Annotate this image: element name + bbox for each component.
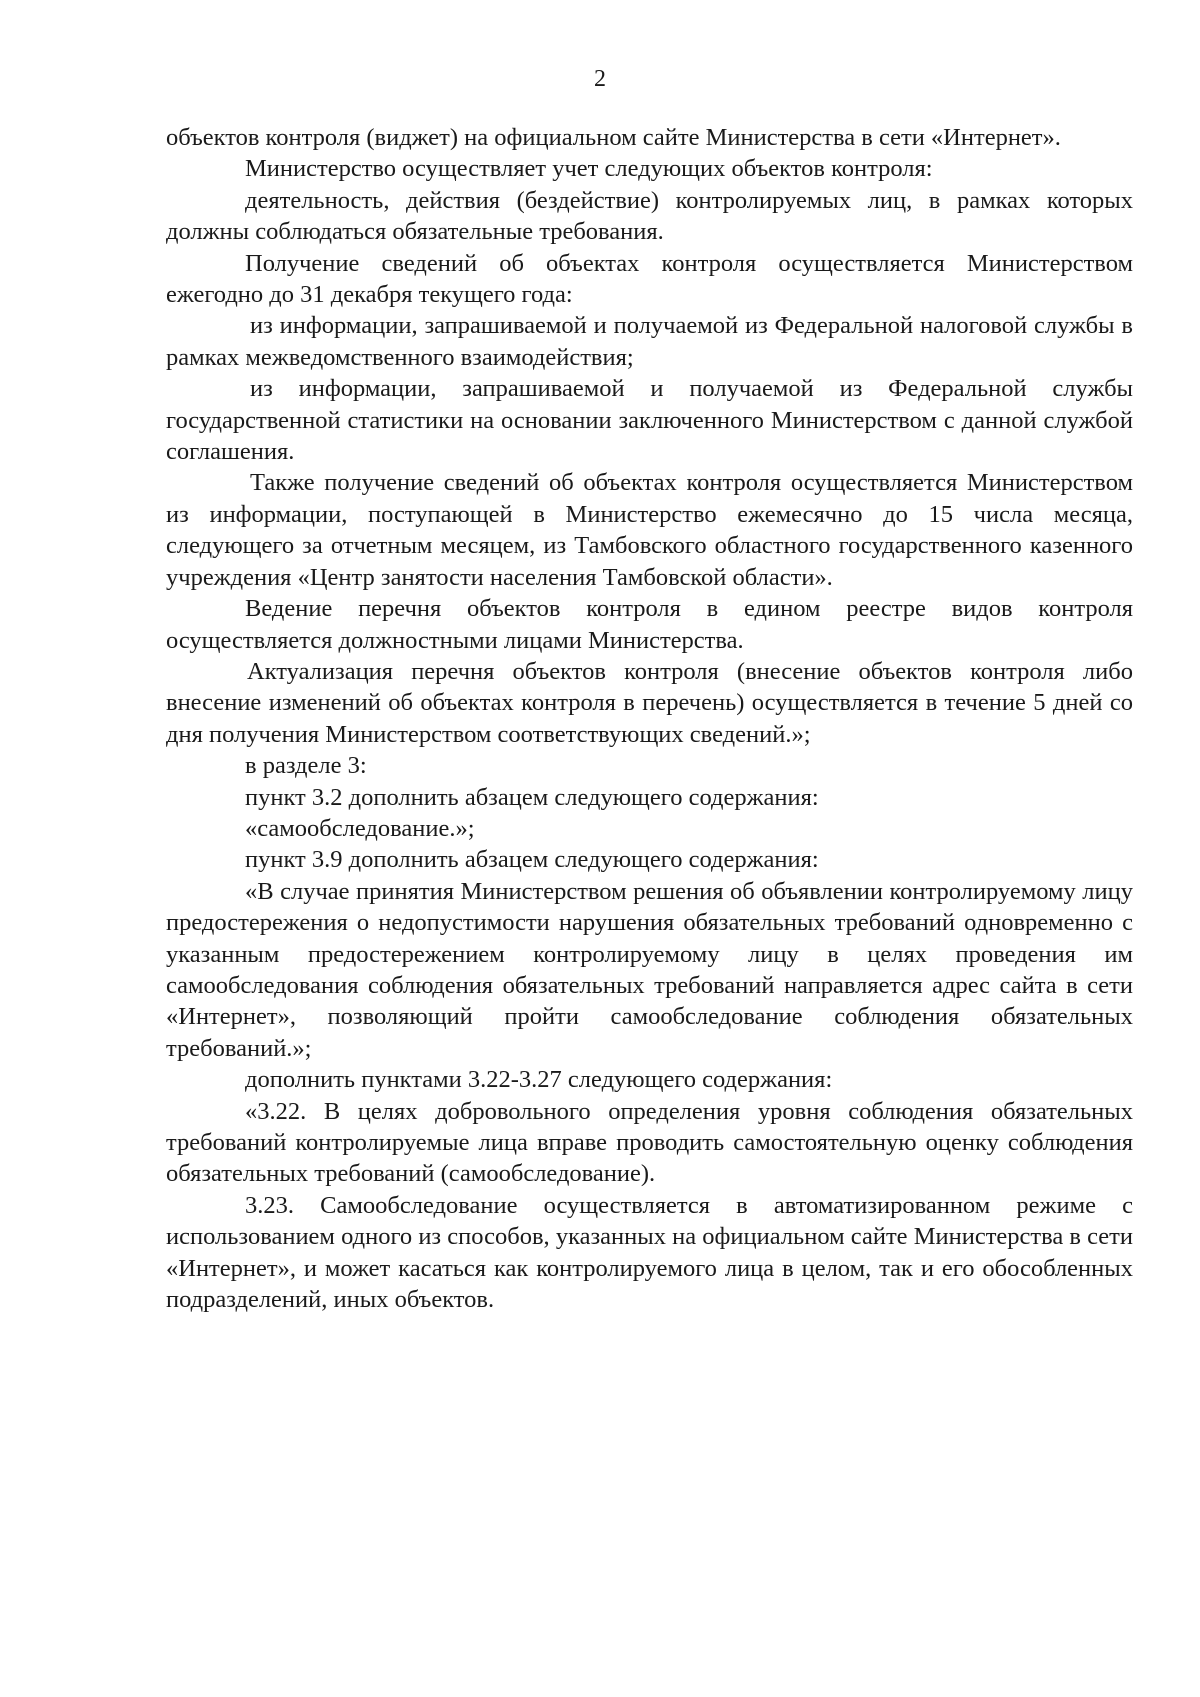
paragraph: пункт 3.9 дополнить абзацем следующего содержания:	[245, 846, 819, 874]
paragraph: «3.22. В целях добровольного определения уровня соблюдения обязательных требований контролируемые лица вправе проводить самостоятельную оценку соблюдения обязательных требований (самообследование).	[166, 1097, 1133, 1188]
paragraph: Также получение сведений об объектах контроля осуществляется Министерством из информации, поступающей в Министерство ежемесячно до 15 числа месяца, следующего за отчетным месяцем, из Тамбовского областного государственного казенного учреждения «Центр занятости населения Тамбовской области».	[166, 469, 1133, 591]
paragraph: 3.23. Самообследование осуществляется в автоматизированном режиме с использованием одного из способов, указанных на официальном сайте Министерства в сети «Интернет», и может касаться как контролируемого лица в целом, так и его обособленных подразделений, иных объектов.	[166, 1191, 1133, 1314]
page-number: 2	[594, 66, 606, 92]
paragraph: Актуализация перечня объектов контроля (внесение объектов контроля либо внесение изменений об объектах контроля в перечень) осуществляется в течение 5 дней со дня получения Министерством соответствующих сведений.»;	[166, 657, 1133, 748]
paragraph: Министерство осуществляет учет следующих объектов контроля:	[245, 155, 933, 183]
paragraph: «самообследование.»;	[245, 814, 475, 842]
paragraph: дополнить пунктами 3.22-3.27 следующего содержания:	[245, 1066, 833, 1094]
paragraph: из информации, запрашиваемой и получаемой из Федеральной налоговой службы в рамках межведомственного взаимодействия;	[166, 312, 1133, 371]
paragraph: пункт 3.2 дополнить абзацем следующего содержания:	[245, 783, 819, 811]
paragraph: в разделе 3:	[245, 752, 367, 780]
paragraph: из информации, запрашиваемой и получаемой из Федеральной службы государственной статистики на основании заключенного Министерством с данной службой соглашения.	[166, 375, 1133, 466]
paragraph: объектов контроля (виджет) на официальном сайте Министерства в сети «Интернет».	[166, 124, 1061, 151]
paragraph: деятельность, действия (бездействие) контролируемых лиц, в рамках которых должны соблюдаться обязательные требования.	[166, 186, 1133, 246]
document-body	[166, 122, 1133, 1315]
paragraph: Получение сведений об объектах контроля осуществляется Министерством ежегодно до 31 декабря текущего года:	[166, 249, 1133, 309]
paragraph: Ведение перечня объектов контроля в едином реестре видов контроля осуществляется должностными лицами Министерства.	[166, 595, 1133, 654]
paragraph: «В случае принятия Министерством решения об объявлении контролируемому лицу предостережения о недопустимости нарушения обязательных требований одновременно с указанным предостережением контролируемому лицу в целях проведения им самообследования соблюдения обязательных требований направляется адрес сайта в сети «Интернет», позволяющий пройти самообследование соблюдения обязательных требований.»;	[166, 877, 1133, 1062]
